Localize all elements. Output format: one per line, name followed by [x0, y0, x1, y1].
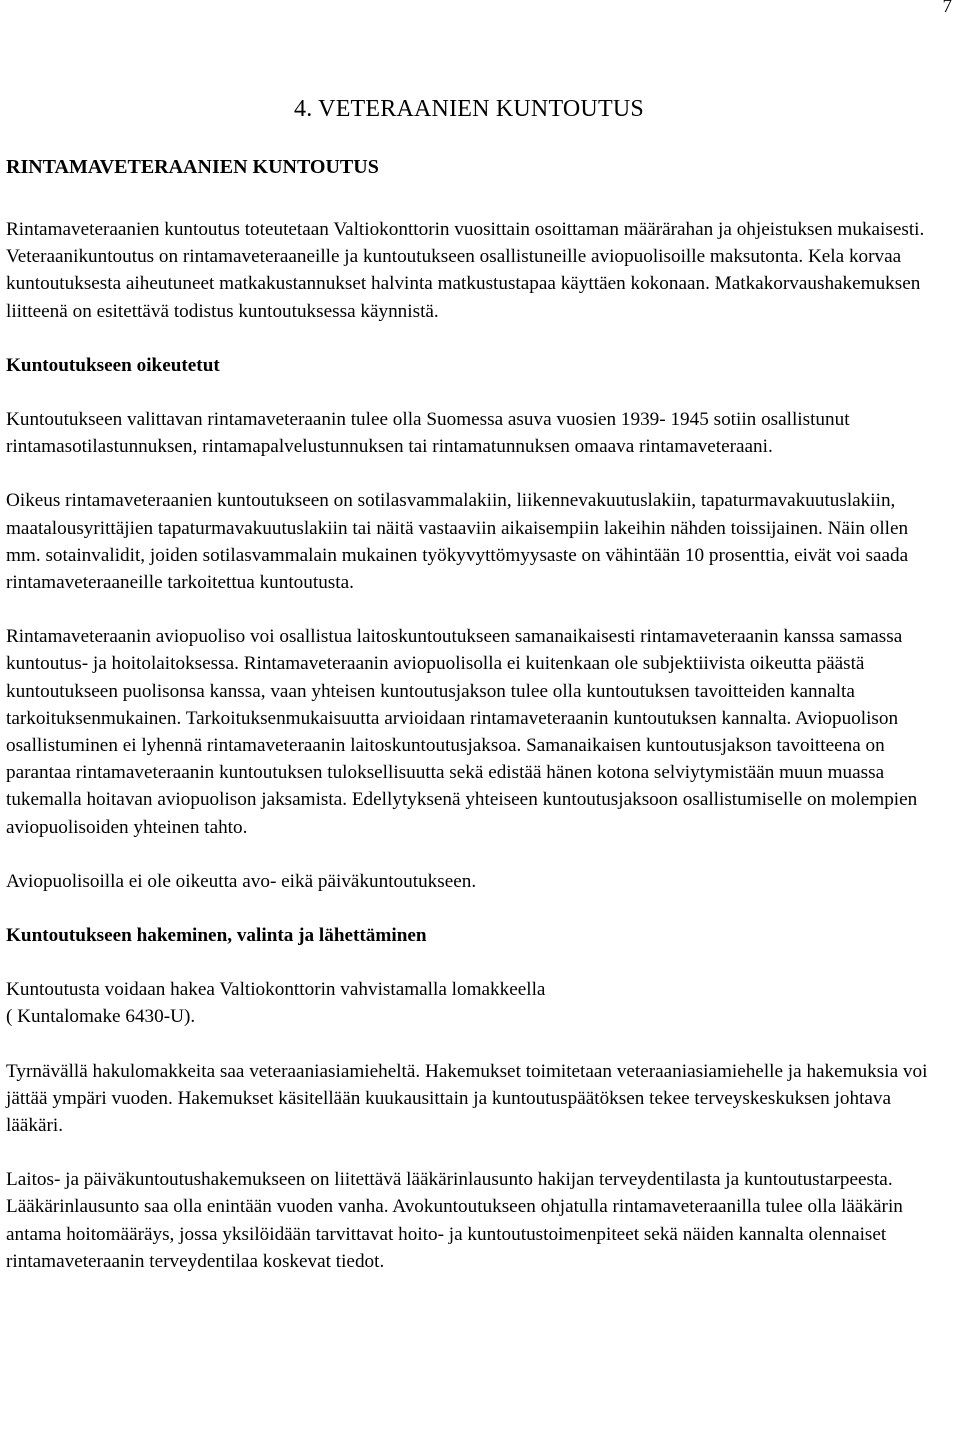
- eligible-paragraph-2: Oikeus rintamaveteraanien kuntoutukseen on sotilasvammalakiin, liikennevakuutuslakiin, tapaturmavakuutuslakiin, maatalousyrittäjien tapaturmavakuutuslakiin tai näitä vastaaviin aikaisempiin lakeihin nähden toissijainen. Näin ollen mm. sotainvalidit, joiden sotilasvammalain mukainen työkyvyttömyysaste on vähintään 10 prosenttia, eivät voi saada rintamaveteraaneille tarkoitettua kuntoutusta.: [6, 490, 909, 594]
- chapter-title: 4. VETERAANIEN KUNTOUTUS: [294, 96, 644, 122]
- heading-eligible: Kuntoutukseen oikeutetut: [6, 354, 220, 376]
- apply-paragraph-3: Laitos- ja päiväkuntoutushakemukseen on liitettävä lääkärinlausunto hakijan terveydentilasta ja kuntoutustarpeesta. Lääkärinlausunto saa olla enintään vuoden vanha. Avokuntoutukseen ohjatulla rintamaveteraanilla tulee olla lääkärin antama hoitomääräys, jossa yksilöidään tarvittavat hoito- ja kuntoutustoimenpiteet sekä näiden kannalta olennaiset rintamaveteraanin terveydentilaa koskevat tiedot.: [6, 1169, 903, 1272]
- document-body: [6, 216, 941, 1302]
- intro-paragraph: Rintamaveteraanien kuntoutus toteutetaan Valtiokonttorin vuosittain osoittaman määrärahan ja ohjeistuksen mukaisesti. Veteraanikuntoutus on rintamaveteraaneille ja kuntoutukseen osallistuneille aviopuolisoille maksutonta. Kela korvaa kuntoutuksesta aiheutuneet matkakustannukset halvinta matkustustapaa käyttäen kokonaan. Matkakorvaushakemuksen liitteenä on esitettävä todistus kuntoutuksessa käynnistä.: [6, 219, 925, 322]
- heading-apply: Kuntoutukseen hakeminen, valinta ja lähettäminen: [6, 925, 427, 947]
- eligible-paragraph-1: Kuntoutukseen valittavan rintamaveteraanin tulee olla Suomessa asuva vuosien 1939- 1945 sotiin osallistunut rintamasotilastunnuksen, rintamapalvelustunnuksen tai rintamatunnuksen omaava rintamaveteraani.: [6, 409, 850, 458]
- spouse-no-paragraph: Aviopuolisoilla ei ole oikeutta avo- eikä päiväkuntoutukseen.: [6, 870, 477, 892]
- page-number: 7: [942, 0, 952, 17]
- apply-paragraph-2: Tyrnävällä hakulomakkeita saa veteraaniasiamieheltä. Hakemukset toimitetaan veteraaniasiamiehelle ja hakemuksia voi jättää ympäri vuoden. Hakemukset käsitellään kuukausittain ja kuntoutuspäätöksen tekee terveyskeskuksen johtava lääkäri.: [6, 1060, 928, 1137]
- section-title: RINTAMAVETERAANIEN KUNTOUTUS: [6, 156, 379, 178]
- apply-paragraph-1: Kuntoutusta voidaan hakea Valtiokonttorin vahvistamalla lomakkeella ( Kuntalomake 6430-U).: [6, 979, 546, 1028]
- spouse-paragraph: Rintamaveteraanin aviopuoliso voi osallistua laitoskuntoutukseen samanaikaisesti rintamaveteraanin kanssa samassa kuntoutus- ja hoitolaitoksessa. Rintamaveteraanin aviopuolisolla ei kuitenkaan ole subjektiivista oikeutta päästä kuntoutukseen puolisonsa kanssa, vaan yhteisen kuntoutusjakson tulee olla kuntoutuksen tavoitteiden kannalta tarkoituksenmukainen. Tarkoituksenmukaisuutta arvioidaan rintamaveteraanin kuntoutuksen kannalta. Aviopuolison osallistuminen ei lyhennä rintamaveteraanin laitoskuntoutusjaksoa. Samanaikaisen kuntoutusjakson tavoitteena on parantaa rintamaveteraanin kuntoutuksen tuloksellisuutta sekä edistää hänen kotona selviytymistään muun muassa tukemalla hoitavan aviopuolison jaksamista. Edellytyksenä yhteiseen kuntoutusjaksoon osallistumiselle on molempien aviopuolisoiden yhteinen tahto.: [6, 626, 918, 838]
